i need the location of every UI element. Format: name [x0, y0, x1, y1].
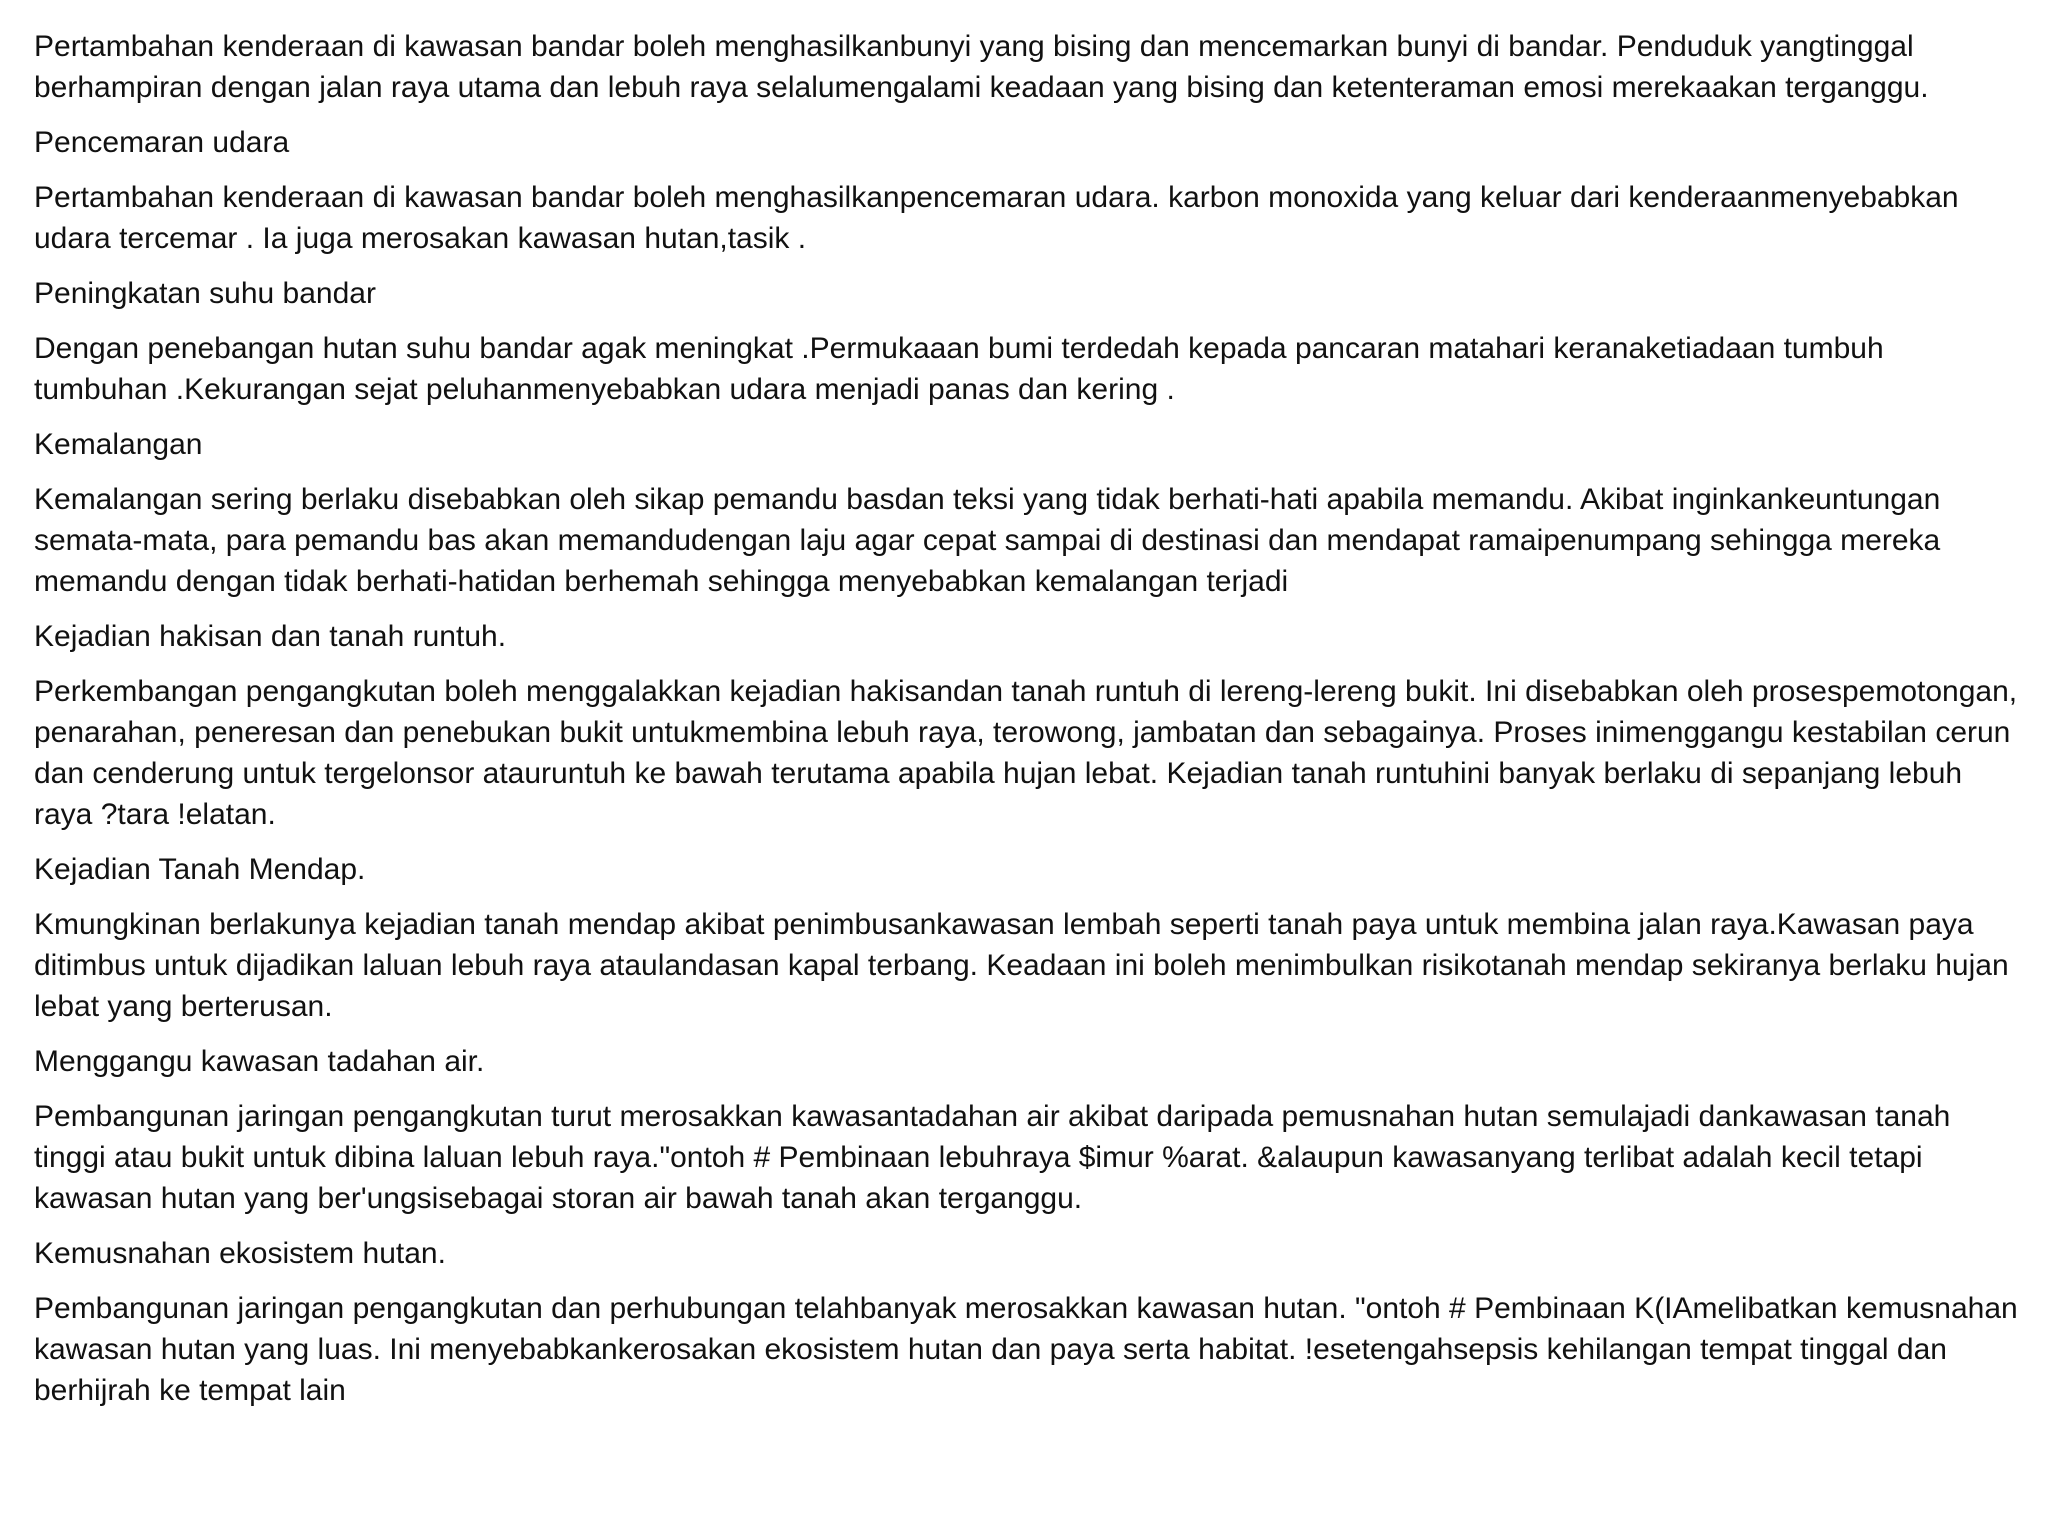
heading-erosion-landslide: Kejadian hakisan dan tanah runtuh. — [34, 620, 507, 653]
paragraph-accidents: Kemalangan sering berlaku disebabkan oleh sikap pemandu basdan teksi yang tidak berhati-hati apabila memandu. Akibat inginkankeuntungan semata-mata, para pemandu bas akan memandudengan laju agar cepat sampai di destinasi dan mendapat ramaipenumpang sehingga mereka memandu dengan tidak berhati-hatidan berhemah sehingga menyebabkan kemalangan terjadi — [34, 483, 1941, 598]
paragraph-erosion-landslide: Perkembangan pengangkutan boleh menggalakkan kejadian hakisandan tanah runtuh di lereng-lereng bukit. Ini disebabkan oleh prosespemotongan, penarahan, peneresan dan penebukan bukit untukmembina lebuh raya, terowong, jambatan dan sebagainya. Proses inimenggangu kestabilan cerun dan cenderung untuk tergelonsor atauruntuh ke bawah terutama apabila hujan lebat. Kejadian tanah runtuhini banyak berlaku di sepanjang lebuh raya ?tara !elatan. — [34, 675, 2018, 831]
heading-forest-ecosystem: Kemusnahan ekosistem hutan. — [34, 1237, 446, 1270]
heading-water-catchment: Menggangu kawasan tadahan air. — [34, 1045, 485, 1078]
document-content — [34, 26, 2024, 1425]
heading-accidents: Kemalangan — [34, 428, 203, 461]
paragraph-city-temperature: Dengan penebangan hutan suhu bandar agak meningkat .Permukaaan bumi terdedah kepada pancaran matahari keranaketiadaan tumbuh tumbuhan .Kekurangan sejat peluhanmenyebabkan udara menjadi panas dan kering . — [34, 332, 1884, 406]
paragraph-forest-ecosystem: Pembangunan jaringan pengangkutan dan perhubungan telahbanyak merosakkan kawasan hutan. "ontoh # Pembinaan K(IAmelibatkan kemusnahan kawasan hutan yang luas. Ini menyebabkankerosakan ekosistem hutan dan paya serta habitat. !esetengahsepsis kehilangan tempat tinggal dan berhijrah ke tempat lain — [34, 1292, 2018, 1407]
paragraph-land-subsidence: Kmungkinan berlakunya kejadian tanah mendap akibat penimbusankawasan lembah seperti tanah paya untuk membina jalan raya.Kawasan paya ditimbus untuk dijadikan laluan lebuh raya ataulandasan kapal terbang. Keadaan ini boleh menimbulkan risikotanah mendap sekiranya berlaku hujan lebat yang berterusan. — [34, 908, 2009, 1023]
paragraph-water-catchment: Pembangunan jaringan pengangkutan turut merosakkan kawasantadahan air akibat daripada pemusnahan hutan semulajadi dankawasan tanah tinggi atau bukit untuk dibina laluan lebuh raya."ontoh # Pembinaan lebuhraya $imur %arat. &alaupun kawasanyang terlibat adalah kecil tetapi kawasan hutan yang ber'ungsisebagai storan air bawah tanah akan terganggu. — [34, 1100, 1951, 1215]
heading-air-pollution: Pencemaran udara — [34, 126, 290, 159]
heading-land-subsidence: Kejadian Tanah Mendap. — [34, 853, 366, 886]
paragraph-air-pollution: Pertambahan kenderaan di kawasan bandar boleh menghasilkanpencemaran udara. karbon monoxida yang keluar dari kenderaanmenyebabkan udara tercemar . Ia juga merosakan kawasan hutan,tasik . — [34, 181, 1959, 255]
paragraph-noise-pollution: Pertambahan kenderaan di kawasan bandar boleh menghasilkanbunyi yang bising dan mencemarkan bunyi di bandar. Penduduk yangtinggal berhampiran dengan jalan raya utama dan lebuh raya selalumengalami keadaan yang bising dan ketenteraman emosi merekaakan terganggu. — [34, 30, 1929, 104]
heading-city-temperature: Peningkatan suhu bandar — [34, 277, 376, 310]
